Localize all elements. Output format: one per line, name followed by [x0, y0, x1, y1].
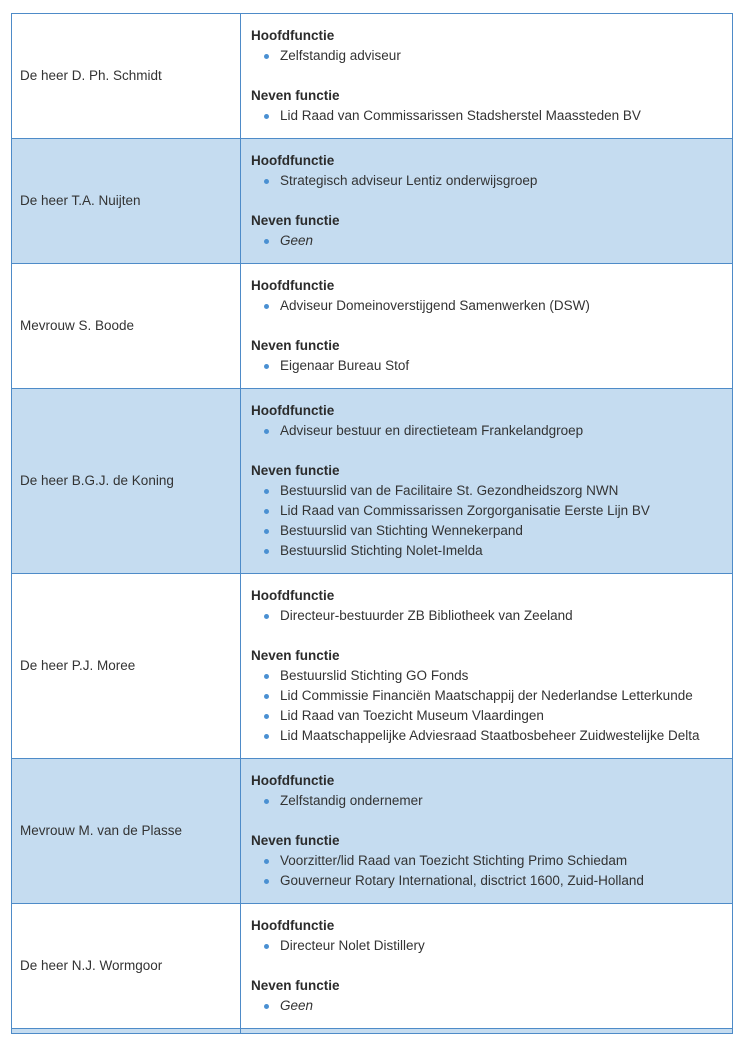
bullet-icon — [264, 364, 269, 369]
nevenfunctie-list — [251, 996, 722, 1016]
person-name: De heer N.J. Wormgoor — [12, 904, 241, 1029]
person-name: De heer P.J. Moree — [12, 574, 241, 759]
person-name: De heer D. Ph. Schmidt — [12, 14, 241, 139]
hoofdfunctie-list — [251, 46, 722, 66]
function-item — [251, 421, 722, 441]
function-item-text: Directeur Nolet Distillery — [280, 938, 425, 953]
function-item-text: Lid Raad van Toezicht Museum Vlaardingen — [280, 708, 544, 723]
nevenfunctie-list — [251, 851, 722, 891]
bullet-icon — [264, 944, 269, 949]
bullet-icon — [264, 879, 269, 884]
table-row — [12, 389, 733, 574]
bullet-icon — [264, 549, 269, 554]
functions-table — [11, 13, 733, 1034]
function-item-text: Lid Raad van Commissarissen Stadsherstel Maassteden BV — [280, 108, 641, 123]
nevenfunctie-label: Neven functie — [251, 833, 340, 848]
functions-cell — [241, 574, 733, 759]
bullet-icon — [264, 614, 269, 619]
bullet-icon — [264, 179, 269, 184]
hoofdfunctie-label: Hoofdfunctie — [251, 918, 335, 933]
bullet-icon — [264, 1004, 269, 1009]
nevenfunctie-label: Neven functie — [251, 463, 340, 478]
function-item — [251, 356, 722, 376]
bullet-icon — [264, 54, 269, 59]
hoofdfunctie-label: Hoofdfunctie — [251, 28, 335, 43]
table-row — [12, 904, 733, 1029]
function-item-text: Lid Raad van Commissarissen Zorgorganisatie Eerste Lijn BV — [280, 503, 650, 518]
function-item — [251, 706, 722, 726]
bullet-icon — [264, 509, 269, 514]
function-item — [251, 996, 722, 1016]
functions-cell — [241, 1029, 733, 1034]
functions-cell — [241, 759, 733, 904]
table-row — [12, 574, 733, 759]
function-item-text: Bestuurslid Stichting Nolet-Imelda — [280, 543, 483, 558]
table-row — [12, 14, 733, 139]
function-item-text: Strategisch adviseur Lentiz onderwijsgroep — [280, 173, 538, 188]
bullet-icon — [264, 734, 269, 739]
function-item — [251, 501, 722, 521]
function-item — [251, 851, 722, 871]
table-row — [12, 139, 733, 264]
person-name: Mevrouw M. van de Plasse — [12, 759, 241, 904]
bullet-icon — [264, 304, 269, 309]
person-name: Mevrouw S. Boode — [12, 264, 241, 389]
function-item-text: Eigenaar Bureau Stof — [280, 358, 410, 373]
nevenfunctie-list — [251, 231, 722, 251]
function-item-text: Bestuurslid van Stichting Wennekerpand — [280, 523, 523, 538]
function-item — [251, 606, 722, 626]
function-item — [251, 521, 722, 541]
functions-cell — [241, 389, 733, 574]
bullet-icon — [264, 799, 269, 804]
function-item — [251, 46, 722, 66]
function-item — [251, 686, 722, 706]
function-item-text: Adviseur Domeinoverstijgend Samenwerken (DSW) — [280, 298, 590, 313]
functions-cell — [241, 264, 733, 389]
function-item-text: Geen — [280, 233, 314, 248]
function-item — [251, 726, 722, 746]
function-item — [251, 106, 722, 126]
nevenfunctie-label: Neven functie — [251, 648, 340, 663]
table-row — [12, 759, 733, 904]
hoofdfunctie-label: Hoofdfunctie — [251, 153, 335, 168]
function-item-text: Voorzitter/lid Raad van Toezicht Stichting Primo Schiedam — [280, 853, 628, 868]
function-item-text: Bestuurslid van de Facilitaire St. Gezondheidszorg NWN — [280, 483, 619, 498]
person-name: De heer B.G.J. de Koning — [12, 389, 241, 574]
function-item — [251, 231, 722, 251]
functions-cell — [241, 139, 733, 264]
table-row-partial — [12, 1029, 733, 1034]
nevenfunctie-label: Neven functie — [251, 88, 340, 103]
function-item — [251, 541, 722, 561]
hoofdfunctie-label: Hoofdfunctie — [251, 588, 335, 603]
person-name: De heer T.A. Nuijten — [12, 139, 241, 264]
function-item — [251, 296, 722, 316]
bullet-icon — [264, 694, 269, 699]
bullet-icon — [264, 714, 269, 719]
hoofdfunctie-label: Hoofdfunctie — [251, 278, 335, 293]
hoofdfunctie-list — [251, 296, 722, 316]
nevenfunctie-list — [251, 666, 722, 746]
bullet-icon — [264, 489, 269, 494]
function-item-text: Zelfstandig adviseur — [280, 48, 401, 63]
function-item — [251, 666, 722, 686]
hoofdfunctie-list — [251, 421, 722, 441]
function-item-text: Lid Commissie Financiën Maatschappij der Nederlandse Letterkunde — [280, 688, 693, 703]
nevenfunctie-list — [251, 106, 722, 126]
function-item — [251, 871, 722, 891]
nevenfunctie-list — [251, 356, 722, 376]
nevenfunctie-label: Neven functie — [251, 978, 340, 993]
bullet-icon — [264, 114, 269, 119]
function-item — [251, 171, 722, 191]
function-item-text: Lid Maatschappelijke Adviesraad Staatbosbeheer Zuidwestelijke Delta — [280, 728, 700, 743]
functions-cell — [241, 904, 733, 1029]
functions-table-body — [12, 14, 733, 1034]
bullet-icon — [264, 429, 269, 434]
function-item — [251, 481, 722, 501]
function-item — [251, 936, 722, 956]
hoofdfunctie-list — [251, 791, 722, 811]
function-item-text: Adviseur bestuur en directieteam Frankelandgroep — [280, 423, 584, 438]
hoofdfunctie-label: Hoofdfunctie — [251, 773, 335, 788]
functions-cell — [241, 14, 733, 139]
function-item-text: Bestuurslid Stichting GO Fonds — [280, 668, 469, 683]
bullet-icon — [264, 859, 269, 864]
hoofdfunctie-list — [251, 936, 722, 956]
bullet-icon — [264, 239, 269, 244]
function-item-text: Zelfstandig ondernemer — [280, 793, 423, 808]
function-item — [251, 791, 722, 811]
hoofdfunctie-list — [251, 606, 722, 626]
nevenfunctie-label: Neven functie — [251, 213, 340, 228]
person-name — [12, 1029, 241, 1034]
hoofdfunctie-list — [251, 171, 722, 191]
function-item-text: Directeur-bestuurder ZB Bibliotheek van Zeeland — [280, 608, 573, 623]
hoofdfunctie-label: Hoofdfunctie — [251, 403, 335, 418]
bullet-icon — [264, 674, 269, 679]
function-item-text: Gouverneur Rotary International, disctrict 1600, Zuid-Holland — [280, 873, 644, 888]
table-row — [12, 264, 733, 389]
function-item-text: Geen — [280, 998, 314, 1013]
nevenfunctie-label: Neven functie — [251, 338, 340, 353]
nevenfunctie-list — [251, 481, 722, 561]
bullet-icon — [264, 529, 269, 534]
